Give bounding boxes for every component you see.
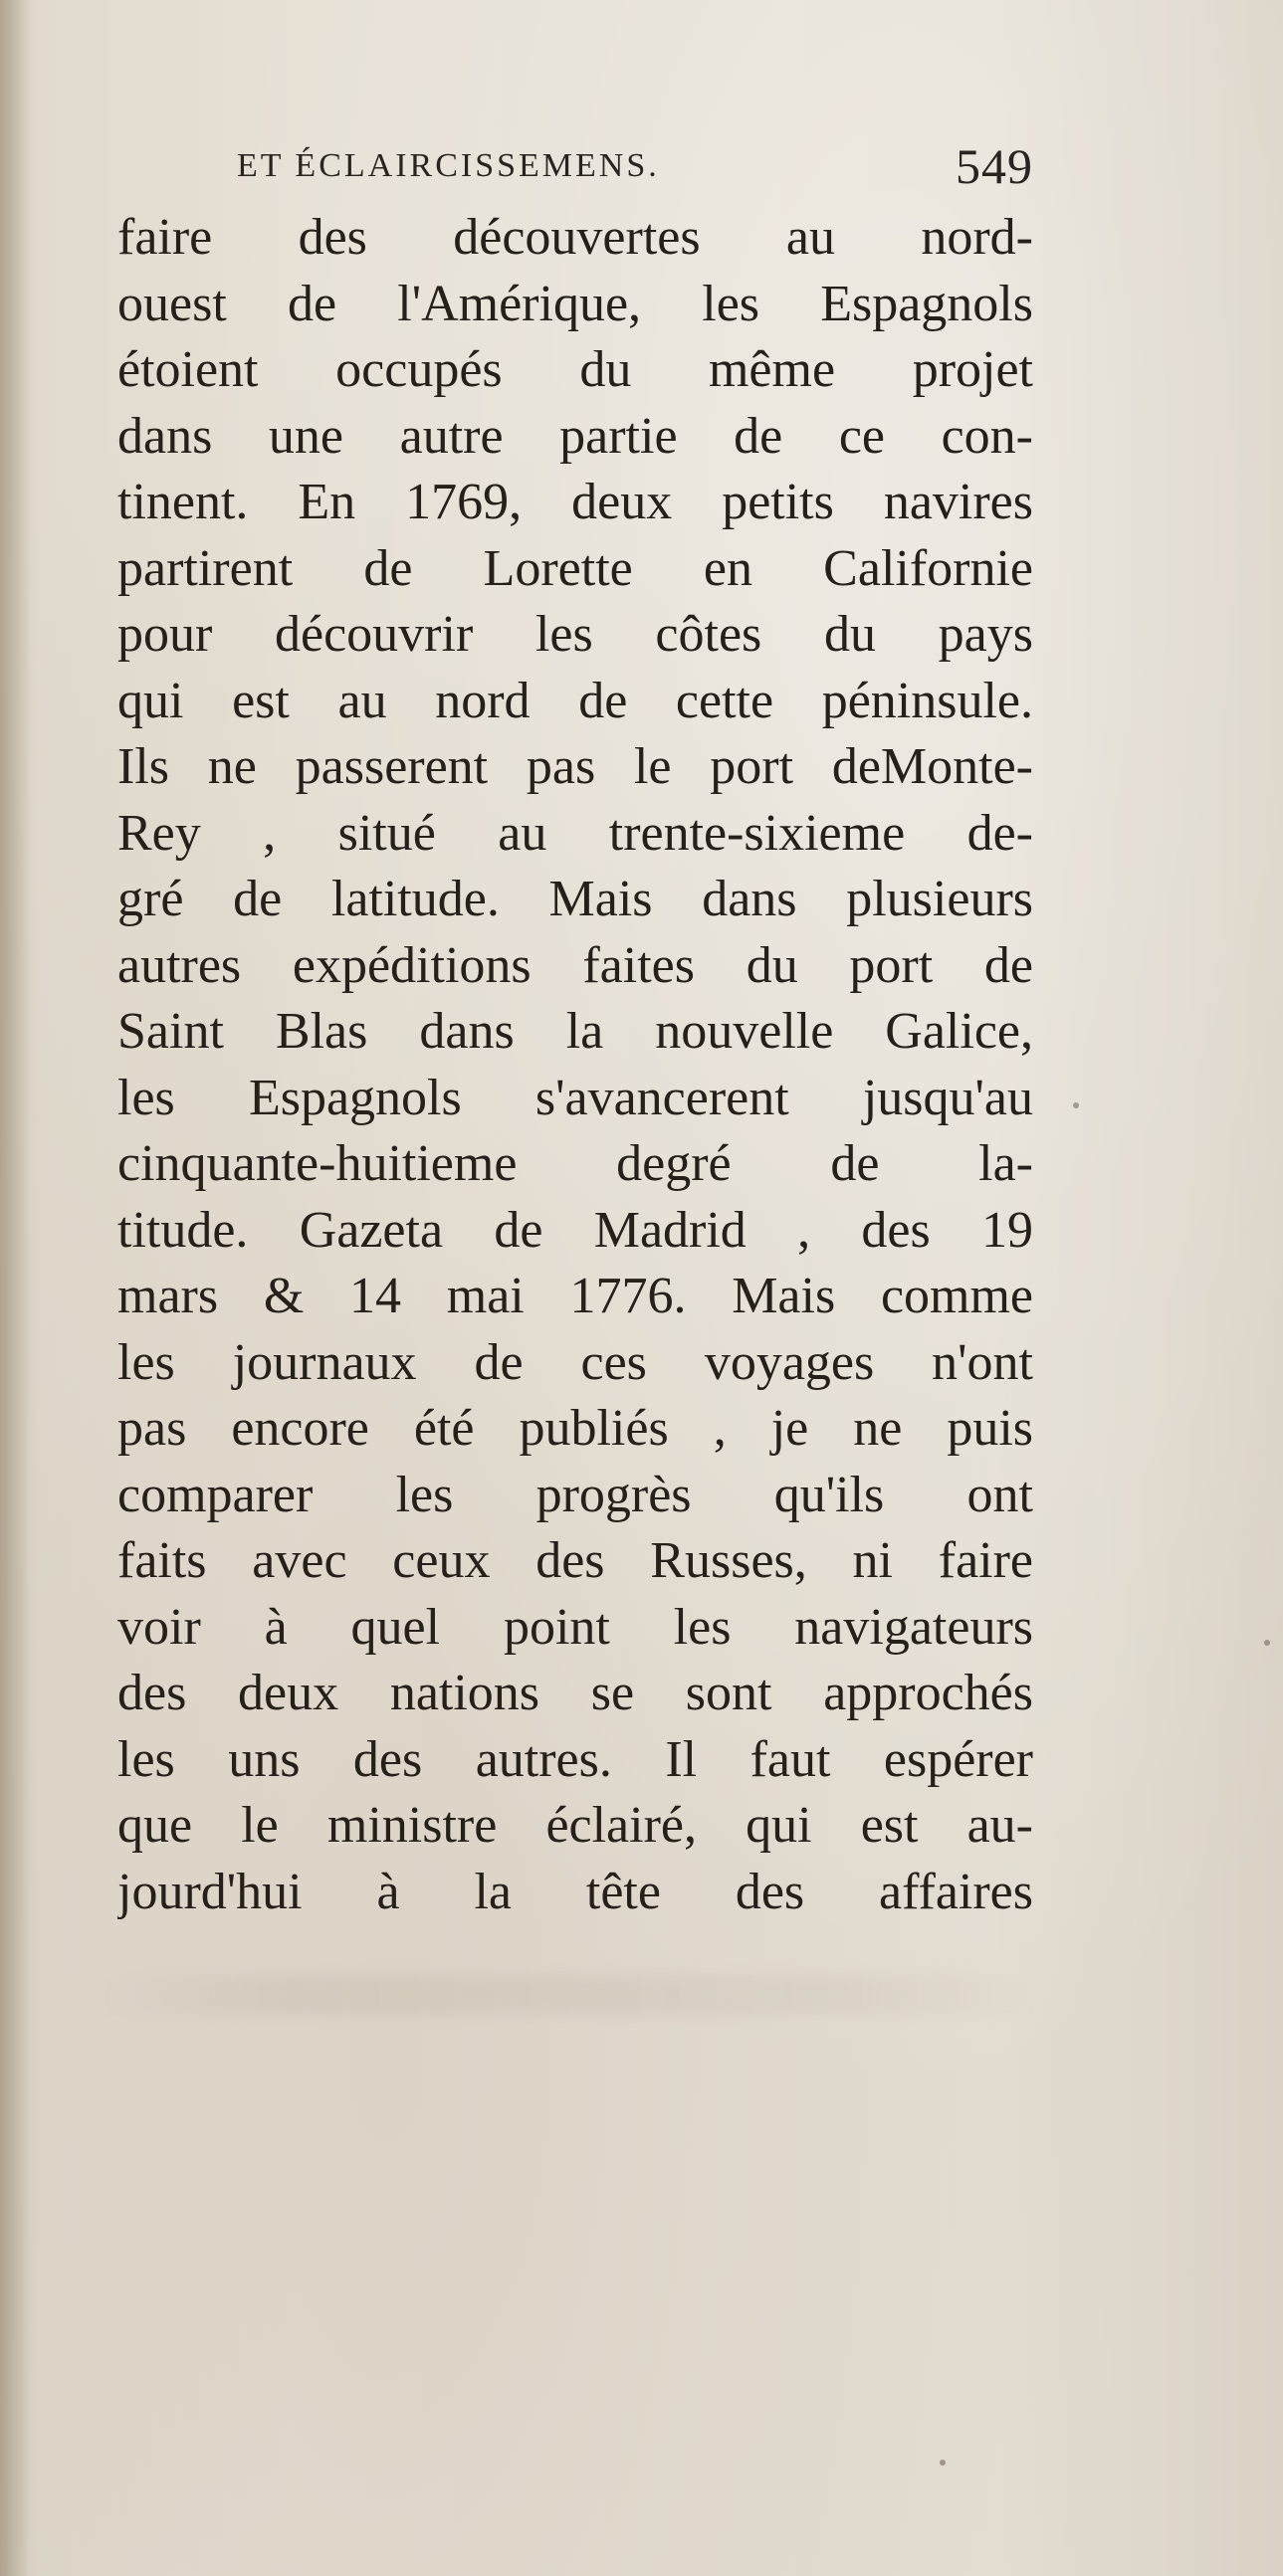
text-line: autres expéditions faites du port de xyxy=(117,936,1033,994)
text-line: partirent de Lorette en Californie xyxy=(117,539,1033,597)
text-line: des deux nations se sont approchés xyxy=(117,1665,1033,1721)
text-line: les Espagnols s'avancerent jusqu'au xyxy=(117,1069,1033,1126)
text-line: titude. Gazeta de Madrid , des 19 xyxy=(117,1201,1033,1259)
paper-speck xyxy=(940,2460,946,2466)
paper-speck xyxy=(1264,1640,1270,1646)
text-line: pour découvrir les côtes du pays xyxy=(117,606,1033,663)
text-line: tinent. En 1769, deux petits navires xyxy=(117,474,1033,530)
text-line: Ils ne passerent pas le port deMonte- xyxy=(117,738,1033,795)
text-line: gré de latitude. Mais dans plusieurs xyxy=(117,871,1033,927)
page-header xyxy=(117,137,1033,197)
page-number: 549 xyxy=(956,138,1033,194)
show-through-text xyxy=(100,1975,1035,2015)
spine-shadow xyxy=(0,0,30,2576)
text-line: dans une autre partie de ce con- xyxy=(117,407,1033,465)
text-line: faire des découvertes au nord- xyxy=(117,209,1033,266)
text-line: jourd'hui à la tête des affaires xyxy=(117,1863,1033,1920)
text-line: les journaux de ces voyages n'ont xyxy=(117,1333,1033,1391)
running-head: ET ÉCLAIRCISSEMENS. xyxy=(237,147,660,184)
text-line: comparer les progrès qu'ils ont xyxy=(117,1466,1033,1523)
text-line: cinquante-huitieme degré de la- xyxy=(117,1135,1033,1192)
paper-speck xyxy=(1073,1102,1079,1108)
text-line: mars & 14 mai 1776. Mais comme xyxy=(117,1268,1033,1324)
body-text xyxy=(117,205,1033,1925)
text-line: qui est au nord de cette péninsule. xyxy=(117,672,1033,729)
text-line: que le ministre éclairé, qui est au- xyxy=(117,1797,1033,1854)
text-line: Rey , situé au trente-sixieme de- xyxy=(117,804,1033,862)
text-line: faits avec ceux des Russes, ni faire xyxy=(117,1532,1033,1589)
text-line: voir à quel point les navigateurs xyxy=(117,1598,1033,1656)
text-line: étoient occupés du même projet xyxy=(117,341,1033,398)
text-line: pas encore été publiés , je ne puis xyxy=(117,1400,1033,1457)
text-line: ouest de l'Amérique, les Espagnols xyxy=(117,275,1033,332)
text-line: Saint Blas dans la nouvelle Galice, xyxy=(117,1003,1033,1060)
text-line: les uns des autres. Il faut espérer xyxy=(117,1730,1033,1788)
